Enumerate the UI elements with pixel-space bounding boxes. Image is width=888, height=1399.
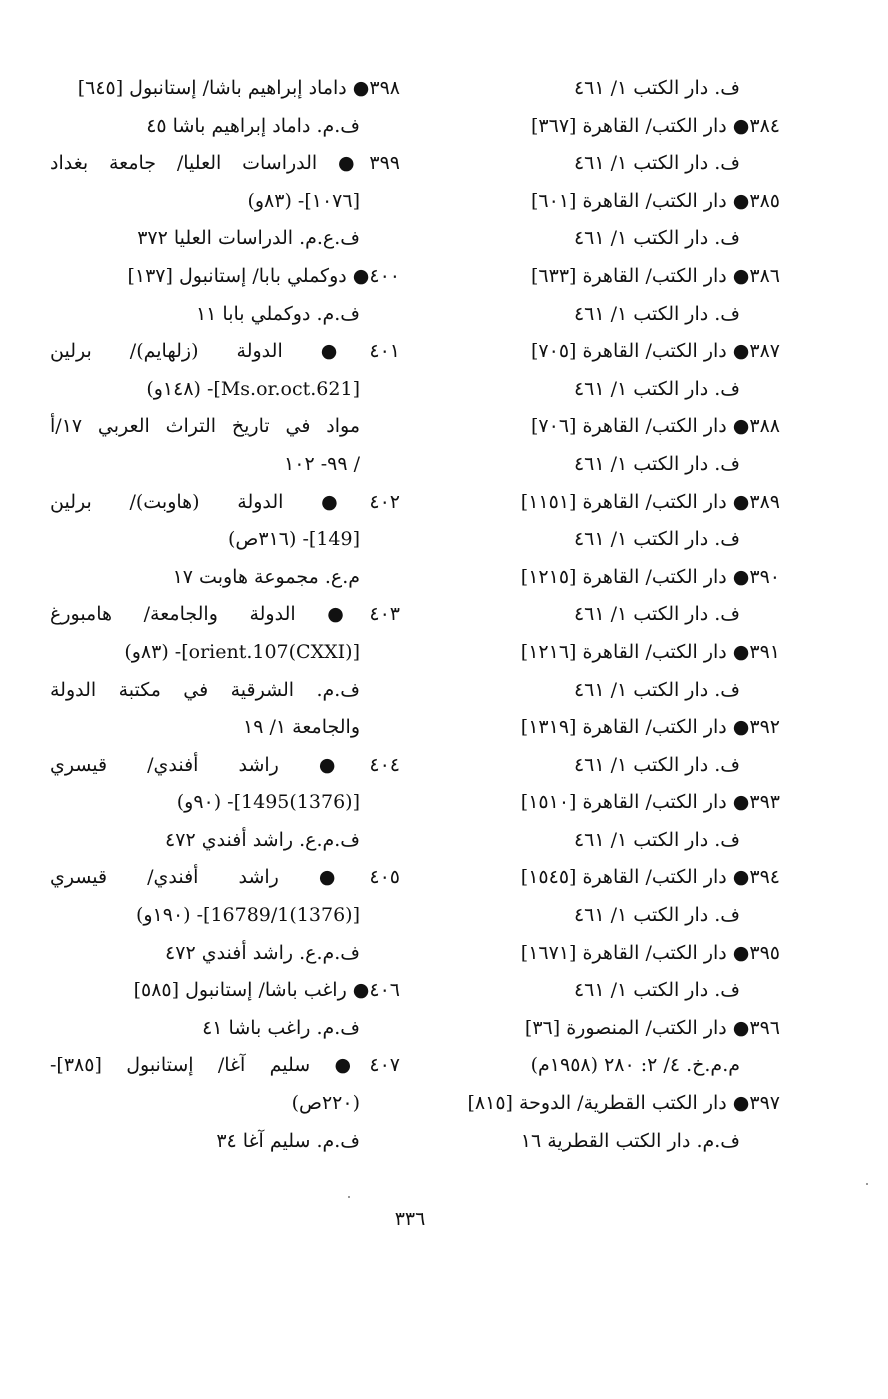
- entry-heading-line: ٤٠٧● سليم آغا/ إستانبول [٣٨٥]-: [50, 1054, 400, 1077]
- entry-heading-line: ٤٠٣● الدولة والجامعة/ هامبورغ: [50, 603, 400, 626]
- entry-heading-line: ٣٩٦● دار الكتب/ المنصورة [٣٦]: [524, 1016, 780, 1039]
- entry-heading-line: ٣٩٢● دار الكتب/ القاهرة [١٣١٩]: [520, 716, 780, 739]
- entry-reference-line: ف. دار الكتب ١/ ٤٦١: [573, 528, 740, 551]
- entry-reference-line: ف.م.ع. راشد أفندي ٤٧٢: [165, 941, 360, 964]
- entry-heading-line: ٣٩٣● دار الكتب/ القاهرة [١٥١٠]: [520, 791, 780, 814]
- entry-heading-line: ٤٠٠● دوكملي بابا/ إستانبول [١٣٧]: [127, 264, 400, 287]
- page-number: ٣٣٦: [394, 1208, 426, 1230]
- entry-reference-line: ف.م. راغب باشا ٤١: [202, 1016, 360, 1039]
- entry-reference-line: ف. دار الكتب ١/ ٤٦١: [573, 753, 740, 776]
- entry-reference-line: مواد في تاريخ التراث العربي ١٧/أ: [50, 415, 360, 438]
- entry-heading-line: ٤٠٢● الدولة (هاوبت)/ برلين: [50, 490, 400, 513]
- entry-reference-line: ف. دار الكتب ١/ ٤٦١: [573, 302, 740, 325]
- entry-heading-line: ٤٠٤● راشد أفندي/ قيسري: [50, 753, 400, 776]
- entry-reference-line: [149]- (٣١٦ص): [228, 528, 360, 551]
- entry-reference-line: ف.م. دوكملي بابا ١١: [195, 302, 360, 325]
- entry-reference-line: ف. دار الكتب ١/ ٤٦١: [573, 227, 740, 250]
- entry-reference-line: م.ع. مجموعة هاوبت ١٧: [172, 565, 360, 588]
- entry-reference-line: [(1376)16789/1]- (١٩٠و): [135, 904, 360, 927]
- entry-reference-line: [١٠٧٦]- (٨٣و): [247, 189, 360, 212]
- entry-reference-line: ف.م. دار الكتب القطرية ١٦: [520, 1129, 740, 1152]
- entry-reference-line: (٢٢٠ص): [291, 1092, 360, 1115]
- left-column: [50, 70, 400, 1160]
- entry-reference-line: [Ms.or.oct.621]- (١٤٨و): [146, 377, 360, 400]
- entry-reference-line: ف.م.ع. راشد أفندي ٤٧٢: [165, 828, 360, 851]
- scan-speck: [866, 1183, 868, 1185]
- entry-reference-line: ف. دار الكتب ١/ ٤٦١: [573, 979, 740, 1002]
- entry-heading-line: ٣٩٧● دار الكتب القطرية/ الدوحة [٨١٥]: [467, 1092, 780, 1115]
- entry-reference-line: ف.م. سليم آغا ٣٤: [216, 1129, 360, 1152]
- entry-heading-line: ٣٨٤● دار الكتب/ القاهرة [٣٦٧]: [530, 114, 780, 137]
- entry-reference-line: ف. دار الكتب ١/ ٤٦١: [573, 603, 740, 626]
- entry-reference-line: ف. دار الكتب ١/ ٤٦١: [573, 828, 740, 851]
- entry-heading-line: ٤٠٥● راشد أفندي/ قيسري: [50, 866, 400, 889]
- entry-heading-line: ٣٨٥● دار الكتب/ القاهرة [٦٠١]: [530, 189, 780, 212]
- entry-heading-line: ٣٩٥● دار الكتب/ القاهرة [١٦٧١]: [520, 941, 780, 964]
- entry-reference-line: ف. دار الكتب ١/ ٤٦١: [573, 377, 740, 400]
- entry-reference-line: والجامعة ١/ ١٩: [243, 716, 360, 739]
- entry-heading-line: ٣٨٧● دار الكتب/ القاهرة [٧٠٥]: [530, 340, 780, 363]
- entry-reference-line: م.م.خ. ٤/ ٢: ٢٨٠ (١٩٥٨م): [530, 1054, 740, 1077]
- scan-speck: [348, 1196, 350, 1198]
- entry-reference-line: [orient.107(CXXI)]- (٨٣و): [124, 640, 360, 663]
- entry-reference-line: / ٩٩- ١٠٢: [284, 452, 360, 475]
- entry-heading-line: ٣٨٨● دار الكتب/ القاهرة [٧٠٦]: [530, 415, 780, 438]
- entry-heading-line: ٤٠١● الدولة (زلهايم)/ برلين: [50, 340, 400, 363]
- entry-reference-line: ف.م. داماد إبراهيم باشا ٤٥: [146, 114, 360, 137]
- entry-heading-line: ٣٩٩● الدراسات العليا/ جامعة بغداد: [50, 152, 400, 175]
- right-column: [440, 70, 780, 1160]
- entry-heading-line: ٣٨٦● دار الكتب/ القاهرة [٦٣٣]: [530, 264, 780, 287]
- entry-heading-line: ٣٩٤● دار الكتب/ القاهرة [١٥٤٥]: [520, 866, 780, 889]
- entry-reference-line: [(1376)1495]- (٩٠و): [176, 791, 360, 814]
- entry-reference-line: ف. دار الكتب ١/ ٤٦١: [573, 152, 740, 175]
- entry-heading-line: ٣٩٠● دار الكتب/ القاهرة [١٢١٥]: [520, 565, 780, 588]
- entry-reference-line: ف.ع.م. الدراسات العليا ٣٧٢: [137, 227, 360, 250]
- entry-heading-line: ٣٨٩● دار الكتب/ القاهرة [١١٥١]: [520, 490, 780, 513]
- entry-heading-line: ٤٠٦● راغب باشا/ إستانبول [٥٨٥]: [133, 979, 400, 1002]
- entry-reference-line: ف. دار الكتب ١/ ٤٦١: [573, 77, 740, 99]
- entry-reference-line: ف.م. الشرقية في مكتبة الدولة: [50, 678, 360, 701]
- entry-reference-line: ف. دار الكتب ١/ ٤٦١: [573, 452, 740, 475]
- entry-heading-line: ٣٩١● دار الكتب/ القاهرة [١٢١٦]: [520, 640, 780, 663]
- entry-heading-line: ٣٩٨● داماد إبراهيم باشا/ إستانبول [٦٤٥]: [77, 77, 400, 99]
- entry-reference-line: ف. دار الكتب ١/ ٤٦١: [573, 904, 740, 927]
- entry-reference-line: ف. دار الكتب ١/ ٤٦١: [573, 678, 740, 701]
